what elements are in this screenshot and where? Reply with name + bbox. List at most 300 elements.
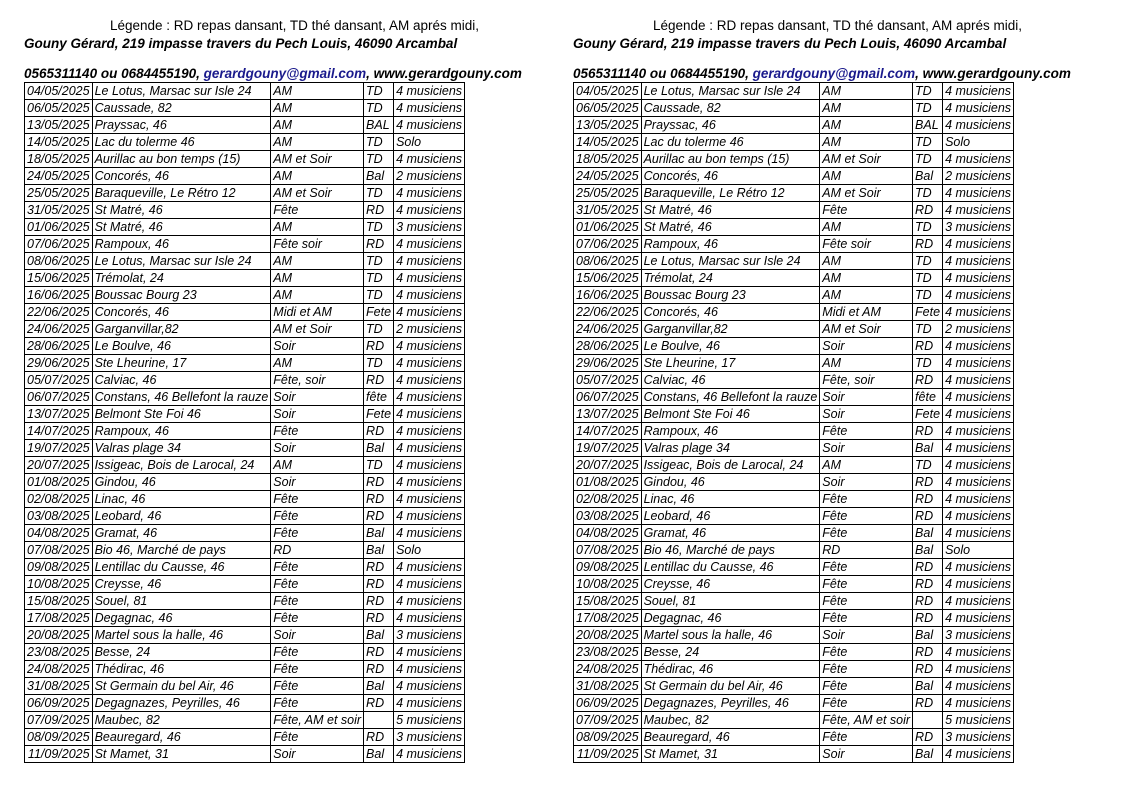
cell-venue: Ste Lheurine, 17 <box>641 355 820 372</box>
cell-date: 17/08/2025 <box>25 610 93 627</box>
table-row <box>25 559 465 576</box>
cell-time: RD <box>820 542 913 559</box>
cell-venue: St Germain du bel Air, 46 <box>641 678 820 695</box>
cell-type: RD <box>364 661 394 678</box>
cell-time: Fête <box>271 661 364 678</box>
cell-date: 31/08/2025 <box>574 678 642 695</box>
cell-type: RD <box>913 661 943 678</box>
cell-type: Bal <box>913 542 943 559</box>
cell-band: 3 musiciens <box>943 729 1014 746</box>
cell-venue: Boussac Bourg 23 <box>92 287 271 304</box>
cell-band: 4 musiciens <box>394 202 465 219</box>
cell-time: AM et Soir <box>820 321 913 338</box>
cell-band: 4 musiciens <box>394 644 465 661</box>
cell-type: Bal <box>913 746 943 763</box>
cell-time: RD <box>271 542 364 559</box>
cell-type: RD <box>364 474 394 491</box>
cell-band: 4 musiciens <box>943 338 1014 355</box>
cell-band: 4 musiciens <box>394 100 465 117</box>
cell-type: RD <box>913 338 943 355</box>
cell-time: AM et Soir <box>820 151 913 168</box>
cell-time: Fête <box>820 508 913 525</box>
cell-venue: Issigeac, Bois de Larocal, 24 <box>92 457 271 474</box>
cell-date: 28/06/2025 <box>574 338 642 355</box>
cell-band: 4 musiciens <box>394 304 465 321</box>
cell-date: 07/06/2025 <box>574 236 642 253</box>
cell-type: TD <box>364 134 394 151</box>
cell-venue: Leobard, 46 <box>92 508 271 525</box>
table-row <box>25 287 465 304</box>
cell-venue: Le Lotus, Marsac sur Isle 24 <box>92 253 271 270</box>
table-row <box>25 644 465 661</box>
cell-date: 19/07/2025 <box>25 440 93 457</box>
table-row <box>574 576 1014 593</box>
cell-type: RD <box>913 372 943 389</box>
table-row <box>25 423 465 440</box>
cell-time: AM <box>820 100 913 117</box>
table-row <box>574 134 1014 151</box>
cell-venue: Le Lotus, Marsac sur Isle 24 <box>92 83 271 100</box>
cell-time: AM <box>820 83 913 100</box>
cell-type <box>913 712 943 729</box>
cell-date: 14/05/2025 <box>25 134 93 151</box>
cell-date: 14/07/2025 <box>574 423 642 440</box>
cell-venue: Souel, 81 <box>92 593 271 610</box>
cell-date: 14/07/2025 <box>25 423 93 440</box>
cell-band: 4 musiciens <box>394 525 465 542</box>
cell-venue: Degagnac, 46 <box>92 610 271 627</box>
cell-date: 16/06/2025 <box>25 287 93 304</box>
cell-venue: Besse, 24 <box>92 644 271 661</box>
table-row <box>574 661 1014 678</box>
cell-date: 01/06/2025 <box>25 219 93 236</box>
cell-time: Fête <box>271 576 364 593</box>
cell-band: 4 musiciens <box>943 355 1014 372</box>
table-row <box>574 610 1014 627</box>
cell-time: AM <box>271 117 364 134</box>
cell-date: 23/08/2025 <box>574 644 642 661</box>
cell-date: 04/05/2025 <box>574 83 642 100</box>
cell-band: 4 musiciens <box>394 559 465 576</box>
cell-venue: Gramat, 46 <box>641 525 820 542</box>
cell-band: 4 musiciens <box>394 185 465 202</box>
cell-time: Soir <box>820 746 913 763</box>
cell-venue: St Mamet, 31 <box>92 746 271 763</box>
table-row <box>574 287 1014 304</box>
cell-time: Fête <box>271 678 364 695</box>
cell-band: 4 musiciens <box>394 491 465 508</box>
cell-type: TD <box>364 151 394 168</box>
cell-band: 4 musiciens <box>943 525 1014 542</box>
cell-band: 4 musiciens <box>943 287 1014 304</box>
cell-band: 4 musiciens <box>394 593 465 610</box>
cell-date: 24/06/2025 <box>25 321 93 338</box>
cell-date: 31/05/2025 <box>25 202 93 219</box>
cell-time: AM <box>820 168 913 185</box>
cell-date: 04/08/2025 <box>574 525 642 542</box>
cell-time: Fête <box>271 525 364 542</box>
table-row <box>574 508 1014 525</box>
cell-type: RD <box>364 338 394 355</box>
table-row <box>25 491 465 508</box>
cell-band: 4 musiciens <box>943 474 1014 491</box>
cell-type: TD <box>913 151 943 168</box>
cell-band: 4 musiciens <box>943 746 1014 763</box>
cell-band: 5 musiciens <box>943 712 1014 729</box>
cell-venue: Belmont Ste Foi 46 <box>92 406 271 423</box>
cell-date: 28/06/2025 <box>25 338 93 355</box>
table-row <box>574 644 1014 661</box>
cell-band: 4 musiciens <box>943 508 1014 525</box>
cell-time: AM <box>271 355 364 372</box>
cell-type: TD <box>364 83 394 100</box>
cell-type: Bal <box>913 168 943 185</box>
cell-band: 4 musiciens <box>943 100 1014 117</box>
cell-band: 4 musiciens <box>943 151 1014 168</box>
cell-band: 4 musiciens <box>394 746 465 763</box>
cell-type: RD <box>364 372 394 389</box>
cell-type: RD <box>364 593 394 610</box>
table-row <box>574 712 1014 729</box>
cell-band: 4 musiciens <box>394 610 465 627</box>
cell-type: RD <box>913 202 943 219</box>
cell-venue: Trémolat, 24 <box>641 270 820 287</box>
cell-time: Fête, AM et soir <box>820 712 913 729</box>
table-row <box>25 168 465 185</box>
table-row <box>25 729 465 746</box>
cell-type: fête <box>364 389 394 406</box>
cell-venue: Concorés, 46 <box>641 168 820 185</box>
cell-type: RD <box>364 610 394 627</box>
cell-type: TD <box>913 287 943 304</box>
table-row <box>574 406 1014 423</box>
cell-time: Soir <box>271 440 364 457</box>
cell-time: AM <box>271 83 364 100</box>
website: , www.gerardgouny.com <box>366 66 522 81</box>
cell-venue: Prayssac, 46 <box>92 117 271 134</box>
cell-band: 4 musiciens <box>943 559 1014 576</box>
cell-type: TD <box>913 253 943 270</box>
table-row <box>25 151 465 168</box>
cell-band: 3 musiciens <box>943 627 1014 644</box>
cell-date: 20/07/2025 <box>574 457 642 474</box>
cell-time: Fête, soir <box>820 372 913 389</box>
cell-type: RD <box>364 695 394 712</box>
cell-date: 02/08/2025 <box>25 491 93 508</box>
cell-date: 07/09/2025 <box>574 712 642 729</box>
cell-date: 08/06/2025 <box>25 253 93 270</box>
cell-band: 3 musiciens <box>394 729 465 746</box>
cell-band: 4 musiciens <box>943 304 1014 321</box>
cell-type: TD <box>364 219 394 236</box>
cell-venue: Prayssac, 46 <box>641 117 820 134</box>
cell-venue: Ste Lheurine, 17 <box>92 355 271 372</box>
cell-time: Fête <box>271 508 364 525</box>
cell-venue: St Matré, 46 <box>641 202 820 219</box>
cell-time: Fête <box>271 423 364 440</box>
cell-time: Fête <box>820 525 913 542</box>
cell-venue: Thédirac, 46 <box>92 661 271 678</box>
cell-date: 15/08/2025 <box>574 593 642 610</box>
table-row <box>25 542 465 559</box>
cell-band: Solo <box>943 134 1014 151</box>
cell-type: TD <box>913 270 943 287</box>
cell-band: 4 musiciens <box>943 661 1014 678</box>
table-row <box>25 440 465 457</box>
cell-band: 4 musiciens <box>394 151 465 168</box>
cell-type: RD <box>913 695 943 712</box>
cell-type: RD <box>364 202 394 219</box>
table-row <box>574 525 1014 542</box>
cell-type: TD <box>364 287 394 304</box>
cell-time: Soir <box>271 627 364 644</box>
cell-band: 4 musiciens <box>943 83 1014 100</box>
cell-time: Soir <box>271 746 364 763</box>
cell-type: Bal <box>364 746 394 763</box>
cell-time: AM et Soir <box>271 321 364 338</box>
table-row <box>574 559 1014 576</box>
table-row <box>574 372 1014 389</box>
cell-date: 07/08/2025 <box>574 542 642 559</box>
cell-venue: Concorés, 46 <box>92 304 271 321</box>
cell-type: TD <box>364 457 394 474</box>
cell-venue: Beauregard, 46 <box>92 729 271 746</box>
cell-date: 05/07/2025 <box>574 372 642 389</box>
table-row <box>574 236 1014 253</box>
cell-time: Midi et AM <box>820 304 913 321</box>
cell-date: 07/09/2025 <box>25 712 93 729</box>
cell-band: Solo <box>394 134 465 151</box>
cell-band: 4 musiciens <box>394 661 465 678</box>
cell-type: Bal <box>364 678 394 695</box>
table-row <box>25 474 465 491</box>
cell-type: Bal <box>364 168 394 185</box>
cell-time: AM <box>271 287 364 304</box>
table-row <box>25 219 465 236</box>
cell-type: RD <box>364 508 394 525</box>
cell-time: AM <box>820 287 913 304</box>
table-row <box>574 202 1014 219</box>
cell-time: Fête <box>820 661 913 678</box>
cell-band: 3 musiciens <box>394 627 465 644</box>
cell-venue: St Matré, 46 <box>92 202 271 219</box>
cell-type: RD <box>913 644 943 661</box>
cell-date: 13/05/2025 <box>25 117 93 134</box>
cell-type: RD <box>913 508 943 525</box>
cell-date: 06/09/2025 <box>25 695 93 712</box>
cell-venue: Garganvillar,82 <box>92 321 271 338</box>
cell-type: RD <box>913 236 943 253</box>
cell-time: Fête <box>820 678 913 695</box>
table-row <box>574 253 1014 270</box>
cell-venue: Le Boulve, 46 <box>92 338 271 355</box>
cell-band: 4 musiciens <box>943 389 1014 406</box>
cell-date: 20/08/2025 <box>25 627 93 644</box>
cell-type: Fete <box>364 304 394 321</box>
cell-type: TD <box>364 185 394 202</box>
cell-time: AM <box>820 270 913 287</box>
cell-band: 4 musiciens <box>394 236 465 253</box>
cell-date: 08/09/2025 <box>25 729 93 746</box>
cell-date: 15/08/2025 <box>25 593 93 610</box>
cell-date: 20/08/2025 <box>574 627 642 644</box>
cell-venue: Thédirac, 46 <box>641 661 820 678</box>
cell-type: RD <box>364 644 394 661</box>
table-row <box>25 712 465 729</box>
cell-venue: Caussade, 82 <box>92 100 271 117</box>
cell-venue: Martel sous la halle, 46 <box>641 627 820 644</box>
cell-venue: Belmont Ste Foi 46 <box>641 406 820 423</box>
cell-time: Fête <box>820 559 913 576</box>
cell-venue: Valras plage 34 <box>92 440 271 457</box>
cell-band: 4 musiciens <box>394 474 465 491</box>
cell-band: 4 musiciens <box>943 610 1014 627</box>
cell-date: 31/08/2025 <box>25 678 93 695</box>
table-row <box>574 100 1014 117</box>
cell-time: Fête <box>820 576 913 593</box>
cell-band: 2 musiciens <box>394 321 465 338</box>
cell-band: 4 musiciens <box>394 83 465 100</box>
cell-band: 4 musiciens <box>943 202 1014 219</box>
cell-type: TD <box>364 270 394 287</box>
cell-date: 13/05/2025 <box>574 117 642 134</box>
cell-date: 29/06/2025 <box>25 355 93 372</box>
cell-date: 18/05/2025 <box>25 151 93 168</box>
cell-date: 01/06/2025 <box>574 219 642 236</box>
cell-time: Soir <box>271 338 364 355</box>
cell-time: Fête soir <box>271 236 364 253</box>
cell-type: RD <box>364 729 394 746</box>
cell-type: Bal <box>364 542 394 559</box>
cell-date: 15/06/2025 <box>574 270 642 287</box>
cell-band: 4 musiciens <box>394 423 465 440</box>
cell-venue: Bio 46, Marché de pays <box>92 542 271 559</box>
table-row <box>25 508 465 525</box>
cell-band: 2 musiciens <box>943 321 1014 338</box>
table-row <box>574 542 1014 559</box>
cell-time: Fête <box>271 644 364 661</box>
cell-venue: Concorés, 46 <box>92 168 271 185</box>
cell-time: AM et Soir <box>820 185 913 202</box>
cell-venue: Linac, 46 <box>641 491 820 508</box>
cell-venue: St Matré, 46 <box>92 219 271 236</box>
cell-venue: Gramat, 46 <box>92 525 271 542</box>
table-row <box>25 525 465 542</box>
cell-type: TD <box>913 355 943 372</box>
cell-venue: Le Lotus, Marsac sur Isle 24 <box>641 83 820 100</box>
cell-type: RD <box>913 491 943 508</box>
cell-band: 4 musiciens <box>943 440 1014 457</box>
cell-type: RD <box>913 474 943 491</box>
cell-venue: Le Lotus, Marsac sur Isle 24 <box>641 253 820 270</box>
cell-type: Bal <box>913 440 943 457</box>
cell-band: 4 musiciens <box>943 457 1014 474</box>
cell-band: 4 musiciens <box>943 644 1014 661</box>
cell-time: AM <box>820 134 913 151</box>
cell-date: 02/08/2025 <box>574 491 642 508</box>
cell-time: Fête <box>820 695 913 712</box>
table-row <box>25 100 465 117</box>
cell-time: Fête, soir <box>271 372 364 389</box>
cell-date: 08/09/2025 <box>574 729 642 746</box>
cell-time: AM <box>271 219 364 236</box>
cell-band: 4 musiciens <box>394 457 465 474</box>
cell-time: AM <box>820 253 913 270</box>
cell-type: TD <box>364 100 394 117</box>
cell-band: 4 musiciens <box>943 270 1014 287</box>
cell-time: Soir <box>271 406 364 423</box>
cell-date: 03/08/2025 <box>574 508 642 525</box>
table-row <box>25 83 465 100</box>
table-row <box>574 338 1014 355</box>
cell-time: Soir <box>820 389 913 406</box>
website: , www.gerardgouny.com <box>915 66 1071 81</box>
cell-time: Fête soir <box>820 236 913 253</box>
email-link[interactable]: gerardgouny@gmail.com <box>752 66 916 81</box>
table-row <box>574 423 1014 440</box>
cell-date: 24/05/2025 <box>574 168 642 185</box>
table-row <box>574 389 1014 406</box>
cell-time: Soir <box>271 389 364 406</box>
cell-venue: Beauregard, 46 <box>641 729 820 746</box>
table-row <box>25 372 465 389</box>
cell-date: 06/07/2025 <box>574 389 642 406</box>
cell-time: Fête <box>271 559 364 576</box>
cell-venue: Baraqueville, Le Rétro 12 <box>641 185 820 202</box>
cell-type: RD <box>364 491 394 508</box>
cell-venue: St Matré, 46 <box>641 219 820 236</box>
cell-band: 4 musiciens <box>394 406 465 423</box>
cell-date: 08/06/2025 <box>574 253 642 270</box>
email-link[interactable]: gerardgouny@gmail.com <box>203 66 367 81</box>
table-row <box>25 202 465 219</box>
cell-band: Solo <box>394 542 465 559</box>
cell-band: 4 musiciens <box>943 253 1014 270</box>
cell-date: 07/08/2025 <box>25 542 93 559</box>
cell-venue: Calviac, 46 <box>92 372 271 389</box>
cell-time: AM <box>820 355 913 372</box>
cell-venue: Linac, 46 <box>92 491 271 508</box>
cell-type: RD <box>364 576 394 593</box>
cell-venue: Gindou, 46 <box>92 474 271 491</box>
cell-venue: Garganvillar,82 <box>641 321 820 338</box>
table-row <box>25 253 465 270</box>
table-row <box>574 474 1014 491</box>
cell-date: 06/05/2025 <box>574 100 642 117</box>
cell-venue: Rampoux, 46 <box>92 423 271 440</box>
table-row <box>574 270 1014 287</box>
cell-date: 05/07/2025 <box>25 372 93 389</box>
legend-line: Légende : RD repas dansant, TD thé dansant, AM aprés midi, <box>653 18 1022 33</box>
cell-venue: Lentillac du Causse, 46 <box>92 559 271 576</box>
cell-band: 4 musiciens <box>943 678 1014 695</box>
cell-type: TD <box>913 321 943 338</box>
cell-band: 4 musiciens <box>943 406 1014 423</box>
table-row <box>25 457 465 474</box>
cell-band: 4 musiciens <box>943 491 1014 508</box>
cell-venue: Concorés, 46 <box>641 304 820 321</box>
cell-venue: Maubec, 82 <box>92 712 271 729</box>
table-row <box>25 627 465 644</box>
cell-type: TD <box>913 100 943 117</box>
cell-date: 17/08/2025 <box>574 610 642 627</box>
cell-band: 4 musiciens <box>394 287 465 304</box>
table-row <box>25 236 465 253</box>
cell-type: RD <box>913 610 943 627</box>
table-row <box>574 491 1014 508</box>
cell-band: Solo <box>943 542 1014 559</box>
cell-band: 3 musiciens <box>394 219 465 236</box>
